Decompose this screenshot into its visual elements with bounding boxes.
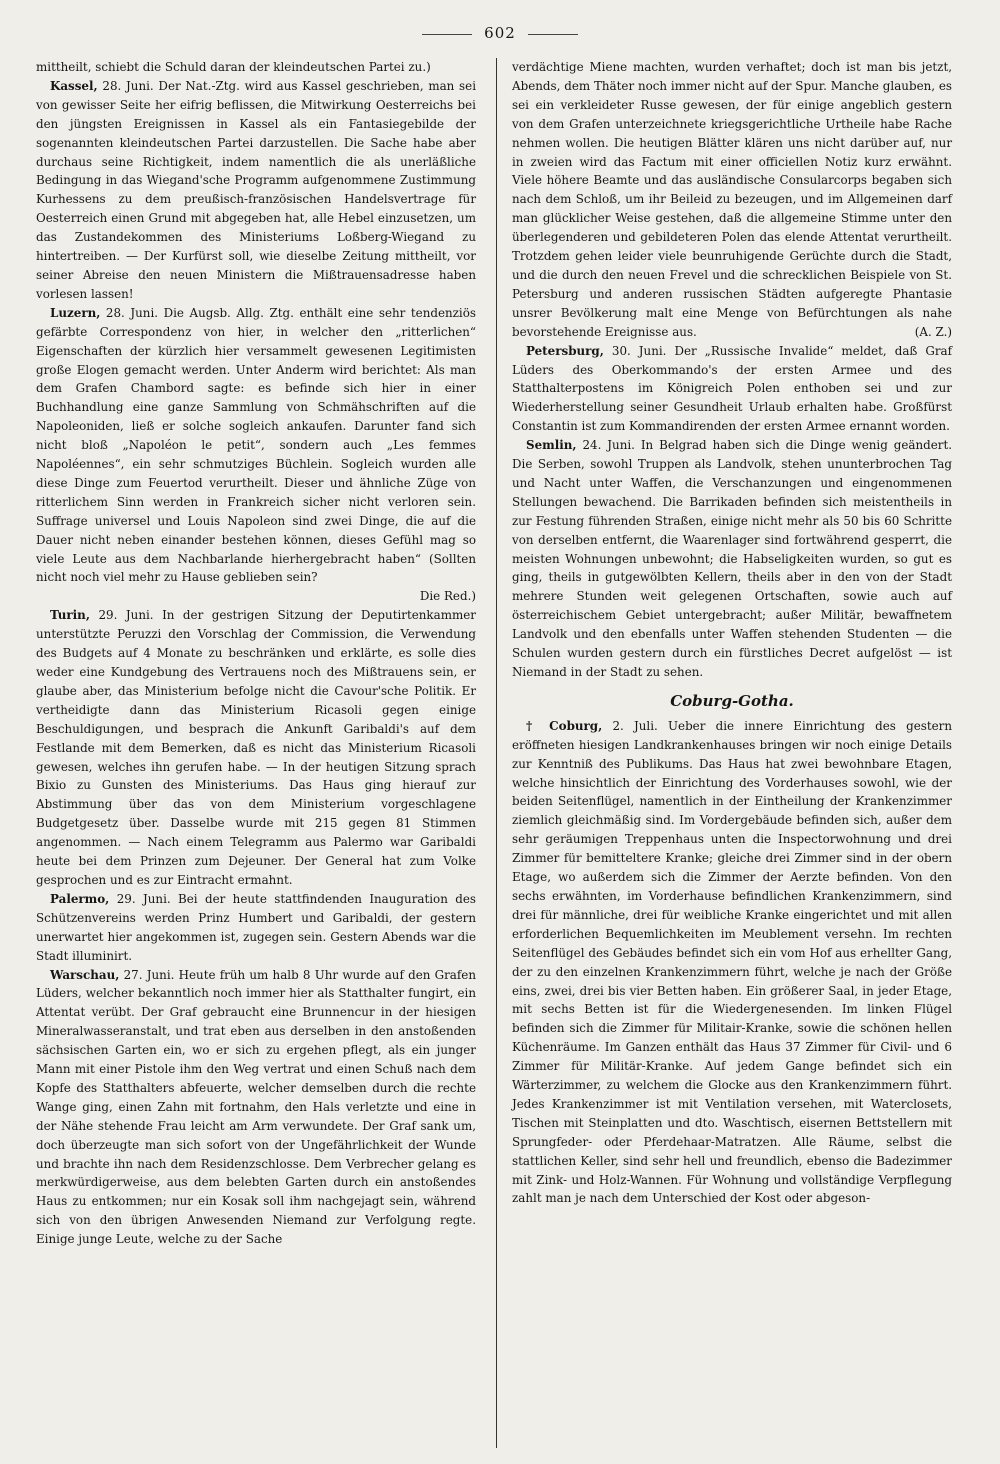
dateline-petersburg: Petersburg, [526,343,604,358]
article-palermo [36,890,476,966]
article-luzern [36,304,476,588]
dateline-luzern: Luzern, [50,305,101,320]
dateline-kassel: Kassel, [50,78,98,93]
article-luzern-text: 28. Juni. Die Augsb. Allg. Ztg. enthält eine sehr tendenziös gefärbte Correspondenz von hier, in welcher den „ritterlichen“ Eigenschaften der kürzlich hier versammelt gewesenen Legitimisten große Elogen gemacht werden. Unter Anderm wird berichtet: Als man dem Grafen Chambord sagte: es befinde sich hier in einer Buchhandlung eine ganze Sammlung von Schmähschriften auf die Napoleoniden, ließ er solche sogleich ankaufen. Darunter fand sich nicht bloß „Napoléon le petit“, sondern auch „Les femmes Napoléennes“, ein sehr schmutziges Büchlein. Sogleich wurden alle diese Dinge zum Feuertod verurtheilt. Dieser und ähnliche Züge von ritterlichem Sinn werden in Frankreich sicher nicht verloren sein. Suffrage universel und Louis Napoleon sind zwei Dinge, die auf die Dauer nicht neben einander bestehen können, dieses Gefühl mag so viele Leute aus dem Nachbarlande hierhergebracht haben“ (Sollten nicht noch viel mehr zu Hause geblieben sein? [36,305,476,585]
article-palermo-text: 29. Juni. Bei der heute stattfindenden Inauguration des Schützenvereins werden Prinz Humbert und Garibaldi, der gestern unerwartet hier angekommen ist, zugegen sein. Gestern Abends war die Stadt illuminirt. [36,891,476,963]
article-coburg [512,717,952,1209]
section-title: Coburg-Gotha. [670,691,794,710]
left-column [36,58,476,1249]
article-semlin [512,436,952,682]
article-continuation: mittheilt, schiebt die Schuld daran der kleindeutschen Partei zu.) [36,60,431,74]
header-rule-right [528,34,578,35]
dateline-warschau: Warschau, [50,967,120,982]
article-kassel [36,77,476,304]
header-rule-left [422,34,472,35]
article-warschau-continued: verdächtige Miene machten, wurden verhaftet; doch ist man bis jetzt, Abends, dem Thäter noch immer nicht auf der Spur. Manche glauben, es sei ein verkleideter Russe gewesen, der für einige angeblich gestern von dem Grafen unterzeichnete kriegsgerichtliche Urtheile habe Rache nehmen wollen. Die heutigen Blätter klären uns nicht darüber auf, nur in zweien wird das Factum mit einer officiellen Notiz kurz erwähnt. Viele höhere Beamte und das ausländische Consularcorps begaben sich nach dem Schloß, um ihr Beileid zu bezeugen, und im Allgemeinen darf man glücklicher Weise gestehen, daß die allgemeine Stimme unter den überlegenderen und gebildeteren Polen das elende Attentat verurtheilt. Trotzdem gehen leider viele beunruhigende Gerüchte durch die Stadt, und die durch den neuen Frevel und die schrecklichen Beispiele von St. Petersburg und anderen russischen Städten aufgeregte Phantasie unsrer Bevölkerung malt eine Menge von Befürchtungen als nahe bevorstehende Ereignisse aus. (A. Z.) [512,58,952,342]
source-signature: (A. Z.) [914,324,952,339]
page-header [0,24,1000,42]
article-turin-text: 29. Juni. In der gestrigen Sitzung der Deputirtenkammer unterstützte Peruzzi den Vorschlag der Commission, die Verwendung des Budgets auf 4 Monate zu beschränken und erklärte, es solle dies weder eine Kundgebung des Vertrauens noch des Mißtrauens sein, er glaube aber, das Ministerium befolge nicht die Cavour'sche Politik. Er vertheidigte dann das Ministerium Ricasoli gegen einige Beschuldigungen, und besprach die Ankunft Garibaldi's auf dem Festlande mit dem Bemerken, daß es nicht das Ministerium Ricasoli gewesen, welches ihn gerufen habe. — In der heutigen Sitzung sprach Bixio zu Gunsten des Ministeriums. Das Haus ging hierauf zur Abstimmung über das von dem Ministerium vorgeschlagene Budgetgesetz über. Dasselbe wurde mit 215 gegen 81 Stimmen angenommen. — Nach einem Telegramm aus Palermo war Garibaldi heute bei dem Prinzen zum Dejeuner. Der General hat zum Volke gesprochen und es zur Eintracht ermahnt. [36,608,476,887]
article-petersburg-text: 30. Juni. Der „Russische Invalide“ meldet, daß Graf Lüders des Oberkommando's der ersten Armee und des Statthalterpostens im Königreich Polen enthoben sei und zur Wiederherstellung seiner Gesundheit Urlaub erhalten habe. Großfürst Constantin ist zum Kommandirenden der ersten Armee ernannt worden. [512,343,953,434]
dateline-semlin: Semlin, [526,438,577,453]
dateline-coburg: † Coburg, [526,718,603,733]
article-semlin-text: 24. Juni. In Belgrad haben sich die Dinge wenig geändert. Die Serben, sowohl Truppen als Landvolk, stehen ununterbrochen Tag und Nacht unter Waffen, die Verschanzungen und eingenommenen Stellungen bewachend. Die Barrikaden befinden sich meistentheils in zur Festung führenden Straßen, einige nicht mehr als 50 bis 60 Schritte von derselben entfernt, die Waarenlager sind fortwährend gesperrt, die meisten Wohnungen unbewohnt; die Habseligkeiten wurden, so gut es ging, theils in gutgewölbten Kellern, theils aber in den von der Stadt mehrere Stunden weit gelegenen Ortschaften, sowie auch auf österreichischem Gebiet untergebracht; außer Militär, bewaffnetem Landvolk und den ebenfalls unter Waffen stehenden Studenten — die Schulen wurden gestern durch ein fürstliches Decret aufgelöst — ist Niemand in der Stadt zu sehen. [512,438,953,679]
article-warschau [36,966,476,1250]
article-kassel-text: 28. Juni. Der Nat.-Ztg. wird aus Kassel geschrieben, man sei von gewisser Seite her eifrig beflissen, die Mitwirkung Oesterreichs bei den jüngsten Ereignissen in Kassel als ein Fantasiegebilde der sogenannten kleindeutschen Partei darzustellen. Die Sache habe aber durchaus seine Richtigkeit, indem namentlich die als unerläßliche Bedingung in das Wiegand'sche Programm aufgenommene Zustimmung Kurhessens zu dem preußisch-französischen Handelsvertrage für Oesterreich einen Grund mit abgegeben hat, alle Hebel einzusetzen, um das Zustandekommen des Ministeriums Loßberg-Wiegand zu hintertreiben. — Der Kurfürst soll, wie dieselbe Zeitung mittheilt, vor seiner Abreise den neuen Ministern die Mißtrauensadresse haben vorlesen lassen! [36,78,477,301]
editor-signature: Die Red.) [419,589,476,604]
article-coburg-text: 2. Juli. Ueber die innere Einrichtung des gestern eröffneten hiesigen Landkrankenhauses bringen wir noch einige Details zur Kenntniß des Publikums. Das Haus hat zwei bewohnbare Etagen, welche hinsichtlich der Einrichtung des Vorderhauses sowohl, wie der beiden Seitenflügel, namentlich in der Eintheilung der Krankenzimmer ziemlich gleichmäßig sind. Im Vordergebäude befinden sich, außer dem sehr geräumigen Treppenhaus unten die Inspectorwohnung und drei Zimmer für bemitteltere Kranke; gleiche drei Zimmer sind in der obern Etage, wo außerdem sich die Zimmer der Aerzte befinden. Von den sechs erwähnten, im Vorderhause befindlichen Krankenzimmern, sind drei für männliche, drei für weibliche Kranke eingerichtet und mit allen erforderlichen Bequemlichkeiten im Meublement versehn. Im rechten Seitenflügel des Gebäudes befindet sich ein vom Hof aus erhellter Gang, der zu den einzelnen Krankenzimmern führt, welche je nach der Größe eins, zwei, drei bis vier Betten haben. Ein größerer Saal, in jeder Etage, mit sechs Betten ist für die Wiedergenesenden. Im linken Flügel befinden sich die Zimmer für Militair-Kranke, sowie die schönen hellen Küchenräume. Im Ganzen enthält das Haus 37 Zimmer für Civil- und 6 Zimmer für Militär-Kranke. Auf jedem Gange befindet sich ein Wärterzimmer, zu welchem die Glocke aus den Krankenzimmern führt. Jedes Krankenzimmer ist mit Ventilation versehen, mit Waterclosets, Tischen mit Steinplatten und dto. Waschtisch, eisernen Bettstellern mit Sprungfeder- oder Pferdehaar-Matratzen. Alle Räume, selbst die stattlichen Keller, sind sehr hell und freundlich, ebenso die Badezimmer mit Zink- und Holz-Wannen. Für Wohnung und vollständige Verpflegung zahlt man je nach dem Unterschied der Kost oder abgeson- [512,718,952,1206]
article-warschau-text: 27. Juni. Heute früh um halb 8 Uhr wurde auf den Grafen Lüders, welcher bekanntlich noch immer hier als Statthalter fungirt, ein Attentat verübt. Der Graf gebraucht eine Brunnencur in der hiesigen Mineralwasseranstalt, und trat eben aus derselben in den anstoßenden sächsischen Garten ein, wo er sich zu ergehen pflegt, als ein junger Mann mit einer Pistole ihm den Weg vertrat und einen Schuß nach dem Kopfe des Statthalters abfeuerte, welcher demselben durch die rechte Wange ging, einen Zahn mit fortnahm, den Hals verletzte und eine in der Nähe stehende Frau leicht am Arm verwundete. Der Graf sank um, doch überzeugte man sich sofort von der Ungefährlichkeit der Wunde und brachte ihn nach dem Residenzschlosse. Dem Verbrecher gelang es merkwürdigerweise, aus dem belebten Garten durch ein anstoßendes Haus zu entkommen; nur ein Kosak soll ihm nachgejagt sein, während sich von den übrigen Anwesenden Niemand zur Verfolgung regte. Einige junge Leute, welche zu der Sache [36,967,476,1247]
page-number: 602 [484,24,516,42]
right-column [512,58,952,1208]
column-divider [496,58,497,1448]
article-turin [36,606,476,890]
article-petersburg [512,342,952,437]
dateline-palermo: Palermo, [50,891,110,906]
dateline-turin: Turin, [50,608,90,623]
